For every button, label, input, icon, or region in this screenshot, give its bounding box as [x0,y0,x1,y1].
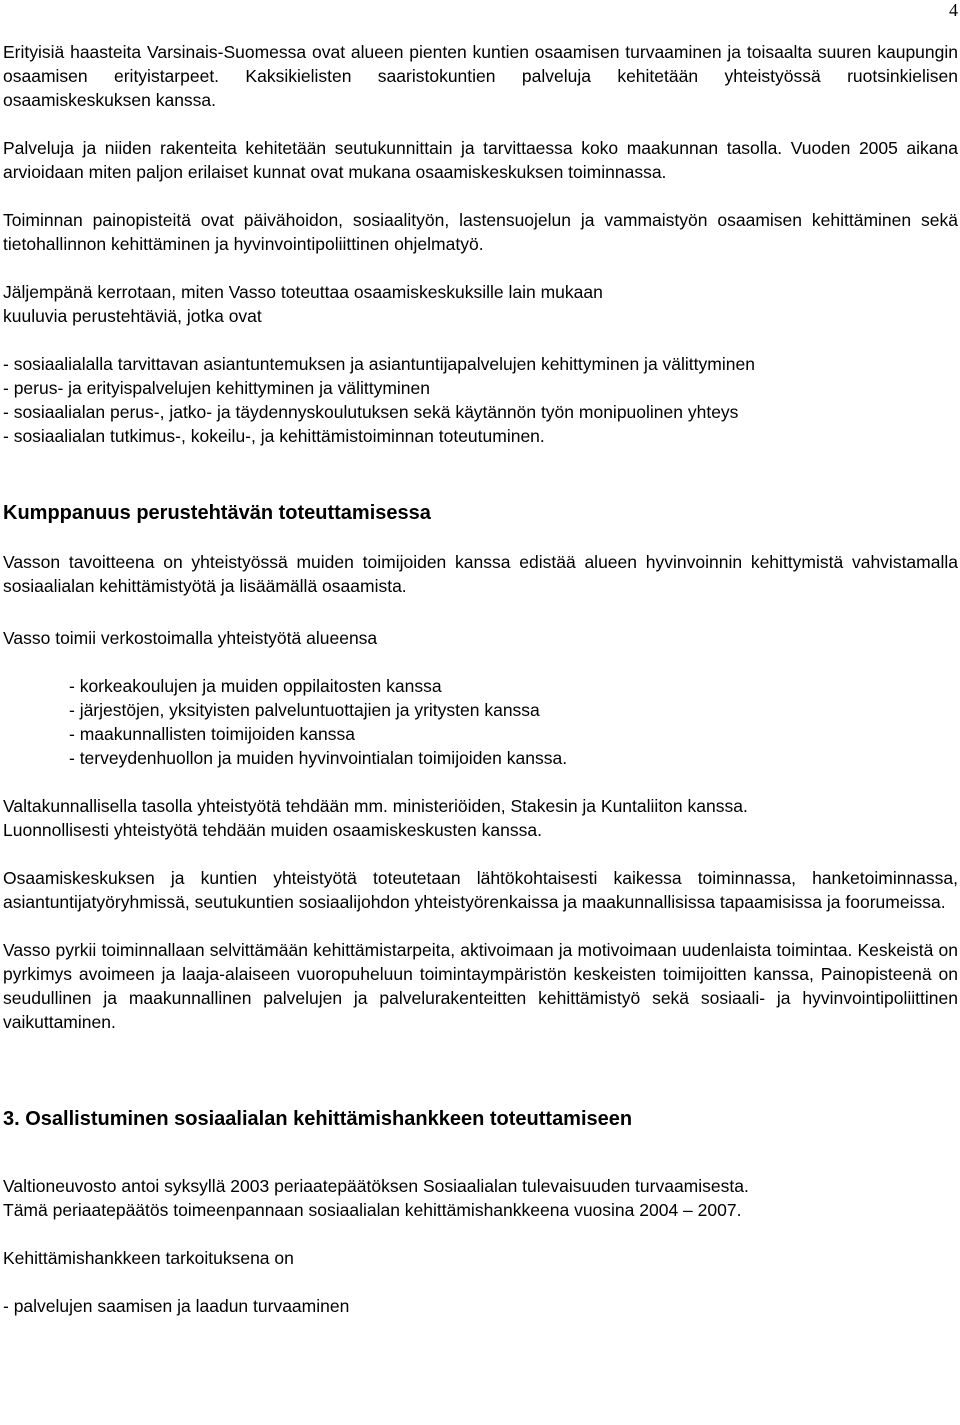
paragraph-partnership-goal: Vasson tavoitteena on yhteistyössä muiden toimijoiden kanssa edistää alueen hyvinvoinnin kehittymistä vahvistamalla sosiaalialan kehittämistyötä ja lisäämällä osaamista. [3,552,958,596]
paragraph-national-cooperation-line2: Luonnollisesti yhteistyötä tehdään muiden osaamiskeskusten kanssa. [3,820,542,840]
basic-tasks-list [3,352,958,448]
network-list [69,674,958,770]
paragraph-government-decision-line2: Tämä periaatepäätös toimeenpannaan sosiaalialan kehittämishankkeena vuosina 2004 – 2007. [3,1200,742,1220]
list-item: - sosiaalialalla tarvittavan asiantuntemuksen ja asiantuntijapalvelujen kehittyminen ja välittyminen [3,354,755,374]
list-item: - maakunnallisten toimijoiden kanssa [69,724,355,744]
paragraph-municipal-cooperation: Osaamiskeskuksen ja kuntien yhteistyötä toteutetaan lähtökohtaisesti kaikessa toiminnassa, hanketoiminnassa, asiantuntijatyöryhmissä, seutukuntien sosiaalijohdon yhteistyörenkaissa ja maakunnallisissa tapaamisissa ja foorumeissa. [3,868,958,912]
paragraph-network-intro: Vasso toimii verkostoimalla yhteistyötä alueensa [3,628,378,648]
paragraph-project-purpose: Kehittämishankkeen tarkoituksena on [3,1248,294,1268]
paragraph-development-needs: Vasso pyrkii toiminnallaan selvittämään kehittämistarpeita, aktivoimaan ja motivoimaan uudenlaista toimintaa. Keskeistä on pyrkimys avoimeen ja laaja-alaiseen vuoropuheluun toimintaympäristön keskeisten toimijoitten kanssa, Painopisteenä on seudullinen ja maakunnallinen palvelujen ja palvelurakenteitten kehittämistyö sekä sosiaali- ja hyvinvointipoliittinen vaikuttaminen. [3,940,958,1032]
list-item: - sosiaalialan perus-, jatko- ja täydennyskoulutuksen sekä käytännön työn monipuolinen yhteys [3,402,739,422]
heading-partnership: Kumppanuus perustehtävän toteuttamisessa [3,502,431,524]
project-purpose-list [3,1294,958,1318]
paragraph-focus-areas: Toiminnan painopisteitä ovat päivähoidon, sosiaalityön, lastensuojelun ja vammaistyön osaamisen kehittäminen sekä tietohallinnon kehittäminen ja hyvinvointipoliittinen ohjelmatyö. [3,210,958,254]
list-item: - sosiaalialan tutkimus-, kokeilu-, ja kehittämistoiminnan toteutuminen. [3,426,545,446]
paragraph-challenges: Erityisiä haasteita Varsinais-Suomessa ovat alueen pienten kuntien osaamisen turvaaminen ja toisaalta suuren kaupungin osaamisen erityistarpeet. Kaksikielisten saaristokuntien palveluja kehitetään yhteistyössä ruotsinkielisen osaamiskeskuksen kanssa. [3,42,958,110]
paragraph-basic-tasks-intro-line1: Jäljempänä kerrotaan, miten Vasso toteuttaa osaamiskeskuksille lain mukaan [3,282,603,302]
list-item: - korkeakoulujen ja muiden oppilaitosten kanssa [69,676,442,696]
list-item: - palvelujen saamisen ja laadun turvaaminen [3,1296,350,1316]
page-number: 4 [949,0,958,20]
paragraph-basic-tasks-intro-line2: kuuluvia perustehtäviä, jotka ovat [3,306,262,326]
document-body [3,40,958,1318]
list-item: - järjestöjen, yksityisten palveluntuottajien ja yritysten kanssa [69,700,540,720]
paragraph-services: Palveluja ja niiden rakenteita kehitetään seutukunnittain ja tarvittaessa koko maakunnan tasolla. Vuoden 2005 aikana arvioidaan miten paljon erilaiset kunnat ovat mukana osaamiskeskuksen toiminnassa. [3,138,958,182]
paragraph-national-cooperation-line1: Valtakunnallisella tasolla yhteistyötä tehdään mm. ministeriöiden, Stakesin ja Kuntaliiton kanssa. [3,796,748,816]
paragraph-government-decision-line1: Valtioneuvosto antoi syksyllä 2003 periaatepäätöksen Sosiaalialan tulevaisuuden turvaamisesta. [3,1176,749,1196]
list-item: - perus- ja erityispalvelujen kehittyminen ja välittyminen [3,378,430,398]
list-item: - terveydenhuollon ja muiden hyvinvointialan toimijoiden kanssa. [69,748,568,768]
heading-section-3: 3. Osallistuminen sosiaalialan kehittämishankkeen toteuttamiseen [3,1108,633,1130]
